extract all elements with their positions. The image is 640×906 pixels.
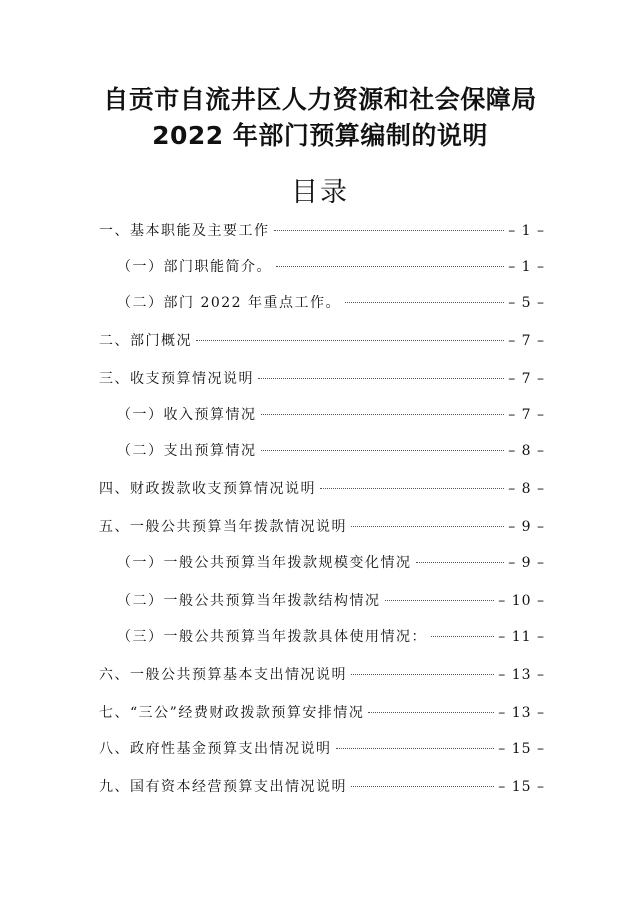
toc-dot-leader bbox=[320, 488, 504, 489]
toc-dot-leader bbox=[345, 302, 504, 303]
toc-dot-leader bbox=[351, 526, 504, 527]
toc-entry-title: 七、“三公”经费财政拨款预算安排情况 bbox=[99, 705, 365, 721]
toc-dot-leader bbox=[431, 636, 494, 637]
toc-entry-page: – 15 – bbox=[498, 741, 545, 757]
toc-entry[interactable] bbox=[99, 478, 545, 500]
toc-entry-title: （二）一般公共预算当年拨款结构情况 bbox=[117, 593, 381, 609]
toc-entry-page: – 1 – bbox=[508, 223, 545, 239]
toc-entry-title: 二、部门概况 bbox=[99, 333, 192, 349]
toc-dot-leader bbox=[258, 378, 504, 379]
toc-entry-page: – 9 – bbox=[508, 555, 545, 571]
toc-entry-title: （二）部门 2022 年重点工作。 bbox=[117, 295, 342, 311]
toc-dot-leader bbox=[336, 748, 495, 749]
document-title-line2: 2022 年部门预算编制的说明 bbox=[152, 121, 488, 150]
toc-dot-leader bbox=[274, 230, 505, 231]
toc-entry-title: 五、一般公共预算当年拨款情况说明 bbox=[99, 519, 347, 535]
toc-entry-page: – 7 – bbox=[508, 407, 545, 423]
toc-entry-title: （二）支出预算情况 bbox=[117, 443, 257, 459]
toc-entry[interactable] bbox=[99, 738, 545, 760]
toc-entry[interactable] bbox=[99, 702, 545, 724]
toc-entry[interactable] bbox=[99, 776, 545, 798]
toc-entry-page: – 10 – bbox=[498, 593, 545, 609]
toc-entry[interactable] bbox=[117, 440, 545, 462]
toc-dot-leader bbox=[351, 674, 494, 675]
toc-heading: 目录 bbox=[291, 177, 349, 208]
toc-entry[interactable] bbox=[99, 664, 545, 686]
toc-entry-title: （一）部门职能简介。 bbox=[117, 259, 272, 275]
toc-entry-page: – 1 – bbox=[508, 259, 545, 275]
toc-entry-page: – 13 – bbox=[498, 667, 545, 683]
toc-entry-page: – 11 – bbox=[498, 629, 545, 645]
toc-entry-title: （一）一般公共预算当年拨款规模变化情况 bbox=[117, 555, 412, 571]
toc-entry-title: 九、国有资本经营预算支出情况说明 bbox=[99, 779, 347, 795]
toc-entry-page: – 7 – bbox=[508, 371, 545, 387]
toc-entry-title: （三）一般公共预算当年拨款具体使用情况： bbox=[117, 629, 427, 645]
toc-dot-leader bbox=[368, 712, 494, 713]
toc-entry-title: 一、基本职能及主要工作 bbox=[99, 223, 270, 239]
toc-dot-leader bbox=[196, 340, 504, 341]
toc-entry-title: 八、政府性基金预算支出情况说明 bbox=[99, 741, 332, 757]
toc-entry[interactable] bbox=[117, 626, 545, 648]
toc-entry-page: – 8 – bbox=[508, 481, 545, 497]
toc-dot-leader bbox=[416, 562, 505, 563]
toc-entry[interactable] bbox=[117, 404, 545, 426]
toc-dot-leader bbox=[261, 414, 505, 415]
toc-entry[interactable] bbox=[99, 220, 545, 242]
toc-entry[interactable] bbox=[117, 256, 545, 278]
toc-dot-leader bbox=[385, 600, 495, 601]
toc-entry[interactable] bbox=[99, 368, 545, 390]
toc-entry[interactable] bbox=[99, 516, 545, 538]
toc-entry[interactable] bbox=[117, 590, 545, 612]
toc-dot-leader bbox=[351, 786, 494, 787]
toc-entry[interactable] bbox=[117, 292, 545, 314]
toc-entry[interactable] bbox=[99, 330, 545, 352]
toc-dot-leader bbox=[276, 266, 504, 267]
toc-entry-title: 四、财政拨款收支预算情况说明 bbox=[99, 481, 316, 497]
toc-entry-title: 六、一般公共预算基本支出情况说明 bbox=[99, 667, 347, 683]
toc-dot-leader bbox=[261, 450, 505, 451]
toc-entry[interactable] bbox=[117, 552, 545, 574]
document-title-line1: 自贡市自流井区人力资源和社会保障局 bbox=[103, 85, 537, 114]
toc-entry-title: （一）收入预算情况 bbox=[117, 407, 257, 423]
toc-entry-page: – 8 – bbox=[508, 443, 545, 459]
toc-entry-page: – 5 – bbox=[508, 295, 545, 311]
toc-entry-page: – 7 – bbox=[508, 333, 545, 349]
toc-entry-page: – 9 – bbox=[508, 519, 545, 535]
toc-entry-page: – 15 – bbox=[498, 779, 545, 795]
toc-entry-title: 三、收支预算情况说明 bbox=[99, 371, 254, 387]
toc-entry-page: – 13 – bbox=[498, 705, 545, 721]
